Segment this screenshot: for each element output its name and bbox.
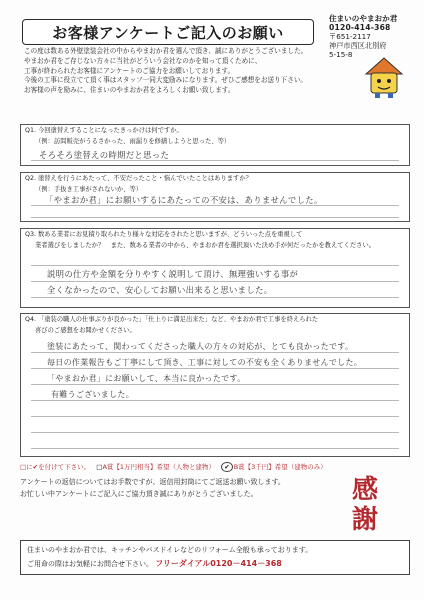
answer-4-line[interactable]: 毎日の作業報告もご丁寧にして頂き、工事に対しての不安も全くありませんでした。 <box>47 358 363 367</box>
option-b-label: B賞【3千円】希望（建物のみ） <box>233 463 327 471</box>
page-title-text: お客様アンケートご記入のお願い <box>52 23 284 42</box>
prize-legend <box>20 462 327 472</box>
answer-line <box>31 281 399 282</box>
answer-line <box>31 352 399 353</box>
answer-line <box>31 416 399 417</box>
thanks-stamp-icon <box>335 470 395 534</box>
question-1 <box>20 124 410 166</box>
question-3 <box>20 228 410 308</box>
checkbox-option-b[interactable]: ✔ <box>221 462 232 472</box>
company-address-1: 神戸市西区北別府 <box>329 41 387 50</box>
intro-line: やまおか君をご存じない方々に当社がどういう会社なのかを知って頂くために、 <box>24 56 262 65</box>
answer-4-line[interactable]: 「やまおか君」にお願いして、本当に良かったです。 <box>47 374 246 383</box>
company-zip: 〒651-2117 <box>329 32 371 41</box>
question-4 <box>20 313 410 457</box>
footer-line-2-prefix: ご用命の際はお気軽にお問合せ下さい。 <box>27 560 153 568</box>
question-1-note: （例：訪問販売がうるさかった、雨漏りを修繕しようと思った、等） <box>35 137 231 145</box>
reference-line: アンケートの返信についてはお手数ですが、返信用封筒にてご返送お願い致します。 <box>20 478 285 486</box>
question-3-text: Q3. 数ある業者にお見積り取られたり様々な対応をされたと思いますが、どういった点を重視して <box>25 231 303 238</box>
mascot-icon <box>360 52 408 100</box>
footer-line-1: 住まいのやまおか君では、キッチンやバスドイレなどのリフォーム全般も承っております。 <box>27 546 313 554</box>
answer-line <box>31 400 399 401</box>
question-2-note: （例：手抜き工事がされないか、等） <box>35 185 143 193</box>
footer-box <box>20 540 410 575</box>
intro-line: 今後の工事に役立てて頂く事はスタッフ一同大変励みになります。ぜひご感想をお送り下さい。 <box>24 76 308 85</box>
answer-4-line[interactable]: 有難うございました。 <box>51 390 134 399</box>
answer-4-line[interactable]: 塗装にあたって、関わってくださった職人の方々の対応が、とても良かったです。 <box>47 342 354 351</box>
stamp-char-1: 感 <box>351 475 379 505</box>
footer-tel-link[interactable]: フリーダイアル0120－414－368 <box>155 559 282 568</box>
answer-line <box>31 265 399 266</box>
company-name: 住まいのやまおか君 <box>329 14 398 23</box>
intro-text <box>24 47 354 96</box>
answer-3-line[interactable]: 説明の仕方や金額を分りやすく説明して頂け、無理強いする事が <box>47 269 299 279</box>
answer-2-line[interactable]: 「やまおか君」にお願いするにあたっての不安は、ありませんでした。 <box>45 195 323 205</box>
question-2 <box>20 172 410 222</box>
answer-line <box>31 368 399 369</box>
question-2-text: Q2. 塗替えを行うにあたって、不安だったこと・悩んでいたことはありますか？ <box>25 175 252 182</box>
answer-line <box>31 297 399 298</box>
question-4-text: Q4. 「塗装の職人の仕事ぶりが良かった」「仕上りに満足出来た」など、やまおか君で工事を終えられた <box>25 316 319 323</box>
question-1-text: Q1. 今回塗替えすることになったきっかけは何ですか。 <box>25 127 183 134</box>
stamp-char-2: 謝 <box>351 505 379 534</box>
intro-line: 工事が終わられたお客様にアンケートのご協力をお願いしております。 <box>24 66 235 75</box>
answer-line <box>31 384 399 385</box>
answer-line <box>31 217 399 218</box>
footer-line-2 <box>27 558 282 569</box>
reference-line: お忙しい中アンケートにご記入にご協力頂き誠にありがとうございました。 <box>20 490 258 499</box>
company-tel: 0120-414-368 <box>329 23 391 32</box>
answer-3-line[interactable]: 全くなかったので、安心してお願い出来ると思いました。 <box>47 285 273 295</box>
checkbox-option-a[interactable]: □ <box>96 463 103 471</box>
question-3-text-cont: 業者選びをしましたか？ また、数ある業者の中から、やまおか君を選択頂いた決め手が何だったかを教えてください。 <box>35 241 376 249</box>
reference-text <box>20 476 330 500</box>
company-address-2: 5-15-8 <box>329 50 353 59</box>
intro-line: この度は数ある外壁塗装会社の中からやまおか君を選んで頂き、誠にありがとうございました。 <box>24 47 308 55</box>
answer-line <box>31 432 399 433</box>
intro-line: お客様の声を励みに、住まいのやまおか君をよろしくお願い致します。 <box>24 86 235 95</box>
page-title <box>22 19 314 45</box>
answer-line <box>31 448 399 449</box>
question-4-text-cont: 喜びのご感想をお聞かせください。 <box>35 326 136 334</box>
answer-1-line[interactable]: そろそろ塗替えの時期だと思った <box>39 150 170 160</box>
check-instruction: □に✔を付けて下さい。 <box>20 463 91 471</box>
option-a-label: A賞【1万円相当】希望（人物と建物） <box>102 463 216 471</box>
